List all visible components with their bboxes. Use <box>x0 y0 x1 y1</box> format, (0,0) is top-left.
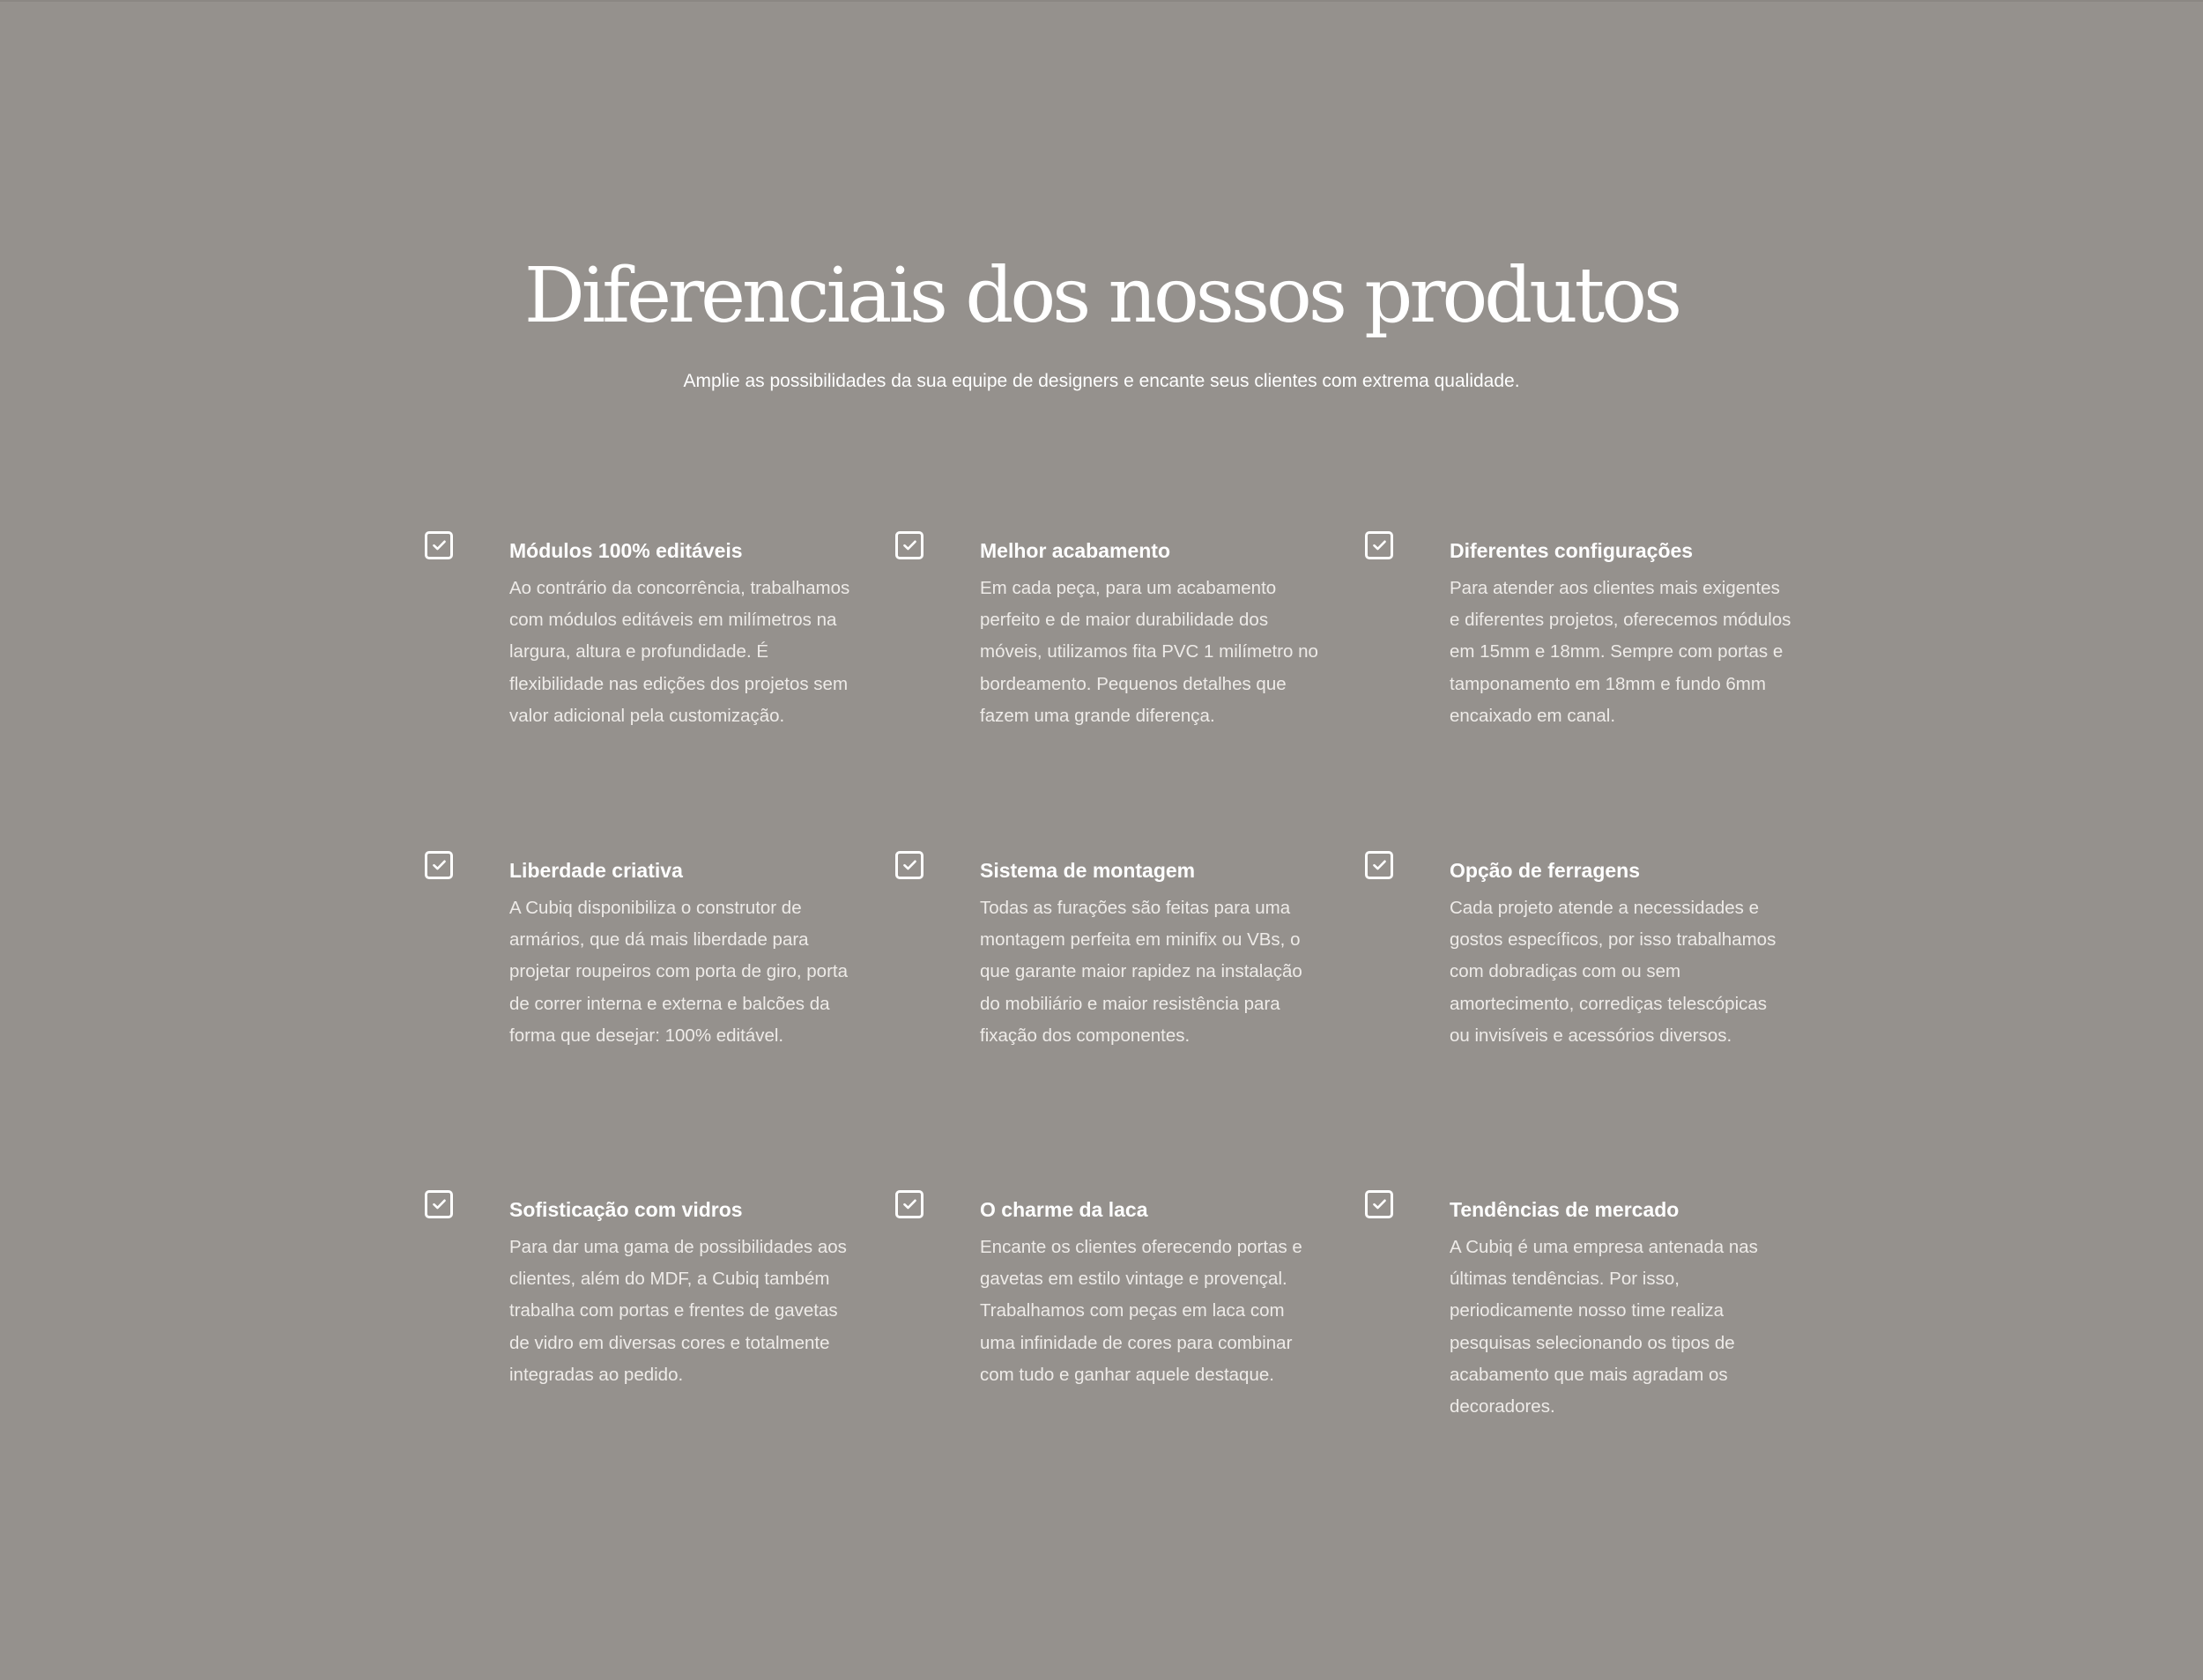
feature-title: Opção de ferragens <box>1450 859 1641 882</box>
feature-title: Diferentes configurações <box>1450 539 1694 562</box>
feature-description: Ao contrário da concorrência, trabalhamos com módulos editáveis em milímetros na largura, altura e profundidade. É flexibilidade nas edições dos projetos sem valor adicional pela customização. <box>509 578 850 726</box>
feature-title: Liberdade criativa <box>509 859 683 882</box>
feature-description: A Cubiq disponibiliza o construtor de armários, que dá mais liberdade para projetar roupeiros com porta de giro, porta de correr interna e externa e balcões da forma que desejar: 100% editável. <box>509 898 849 1046</box>
checkbox-checked-icon <box>425 531 453 559</box>
checkbox-checked-icon <box>1365 851 1393 879</box>
feature-description: Cada projeto atende a necessidades e gostos específicos, por isso trabalhamos com dobradiças com ou sem amortecimento, corrediças telescópicas ou invisíveis e acessórios diversos. <box>1450 898 1776 1046</box>
checkbox-checked-icon <box>895 531 923 559</box>
checkbox-checked-icon <box>1365 531 1393 559</box>
feature-description: Todas as furações são feitas para uma montagem perfeita em minifix ou VBs, o que garante maior rapidez na instalação do mobiliário e maior resistência para fixação dos componentes. <box>980 898 1302 1046</box>
feature-title: Sofisticação com vidros <box>509 1198 743 1221</box>
checkbox-checked-icon <box>425 1190 453 1218</box>
checkbox-checked-icon <box>425 851 453 879</box>
checkbox-checked-icon <box>895 1190 923 1218</box>
feature-description: Para atender aos clientes mais exigentes e diferentes projetos, oferecemos módulos em 15mm e 18mm. Sempre com portas e tamponamento em 18mm e fundo 6mm encaixado em canal. <box>1450 578 1791 726</box>
page-subtitle: Amplie as possibilidades da sua equipe de designers e encante seus clientes com extrema qualidade. <box>683 371 1520 391</box>
page-title: Diferenciais dos nossos produtos <box>523 252 1680 340</box>
checkbox-checked-icon <box>895 851 923 879</box>
feature-description: A Cubiq é uma empresa antenada nas últimas tendências. Por isso, periodicamente nosso time realiza pesquisas selecionando os tipos de acabamento que mais agradam os decoradores. <box>1450 1237 1758 1417</box>
feature-description: Encante os clientes oferecendo portas e gavetas em estilo vintage e provençal. Trabalhamos com peças em laca com uma infinidade de cores para combinar com tudo e ganhar aquele destaque. <box>980 1237 1302 1385</box>
feature-title: Sistema de montagem <box>980 859 1196 882</box>
feature-title: Tendências de mercado <box>1450 1198 1680 1221</box>
checkbox-checked-icon <box>1365 1190 1393 1218</box>
feature-title: Módulos 100% editáveis <box>509 539 743 562</box>
feature-title: O charme da laca <box>980 1198 1148 1221</box>
feature-description: Para dar uma gama de possibilidades aos clientes, além do MDF, a Cubiq também trabalha com portas e frentes de gavetas de vidro em diversas cores e totalmente integradas ao pedido. <box>509 1237 847 1385</box>
feature-description: Em cada peça, para um acabamento perfeito e de maior durabilidade dos móveis, utilizamos fita PVC 1 milímetro no bordeamento. Pequenos detalhes que fazem uma grande diferença. <box>980 578 1318 726</box>
feature-title: Melhor acabamento <box>980 539 1170 562</box>
